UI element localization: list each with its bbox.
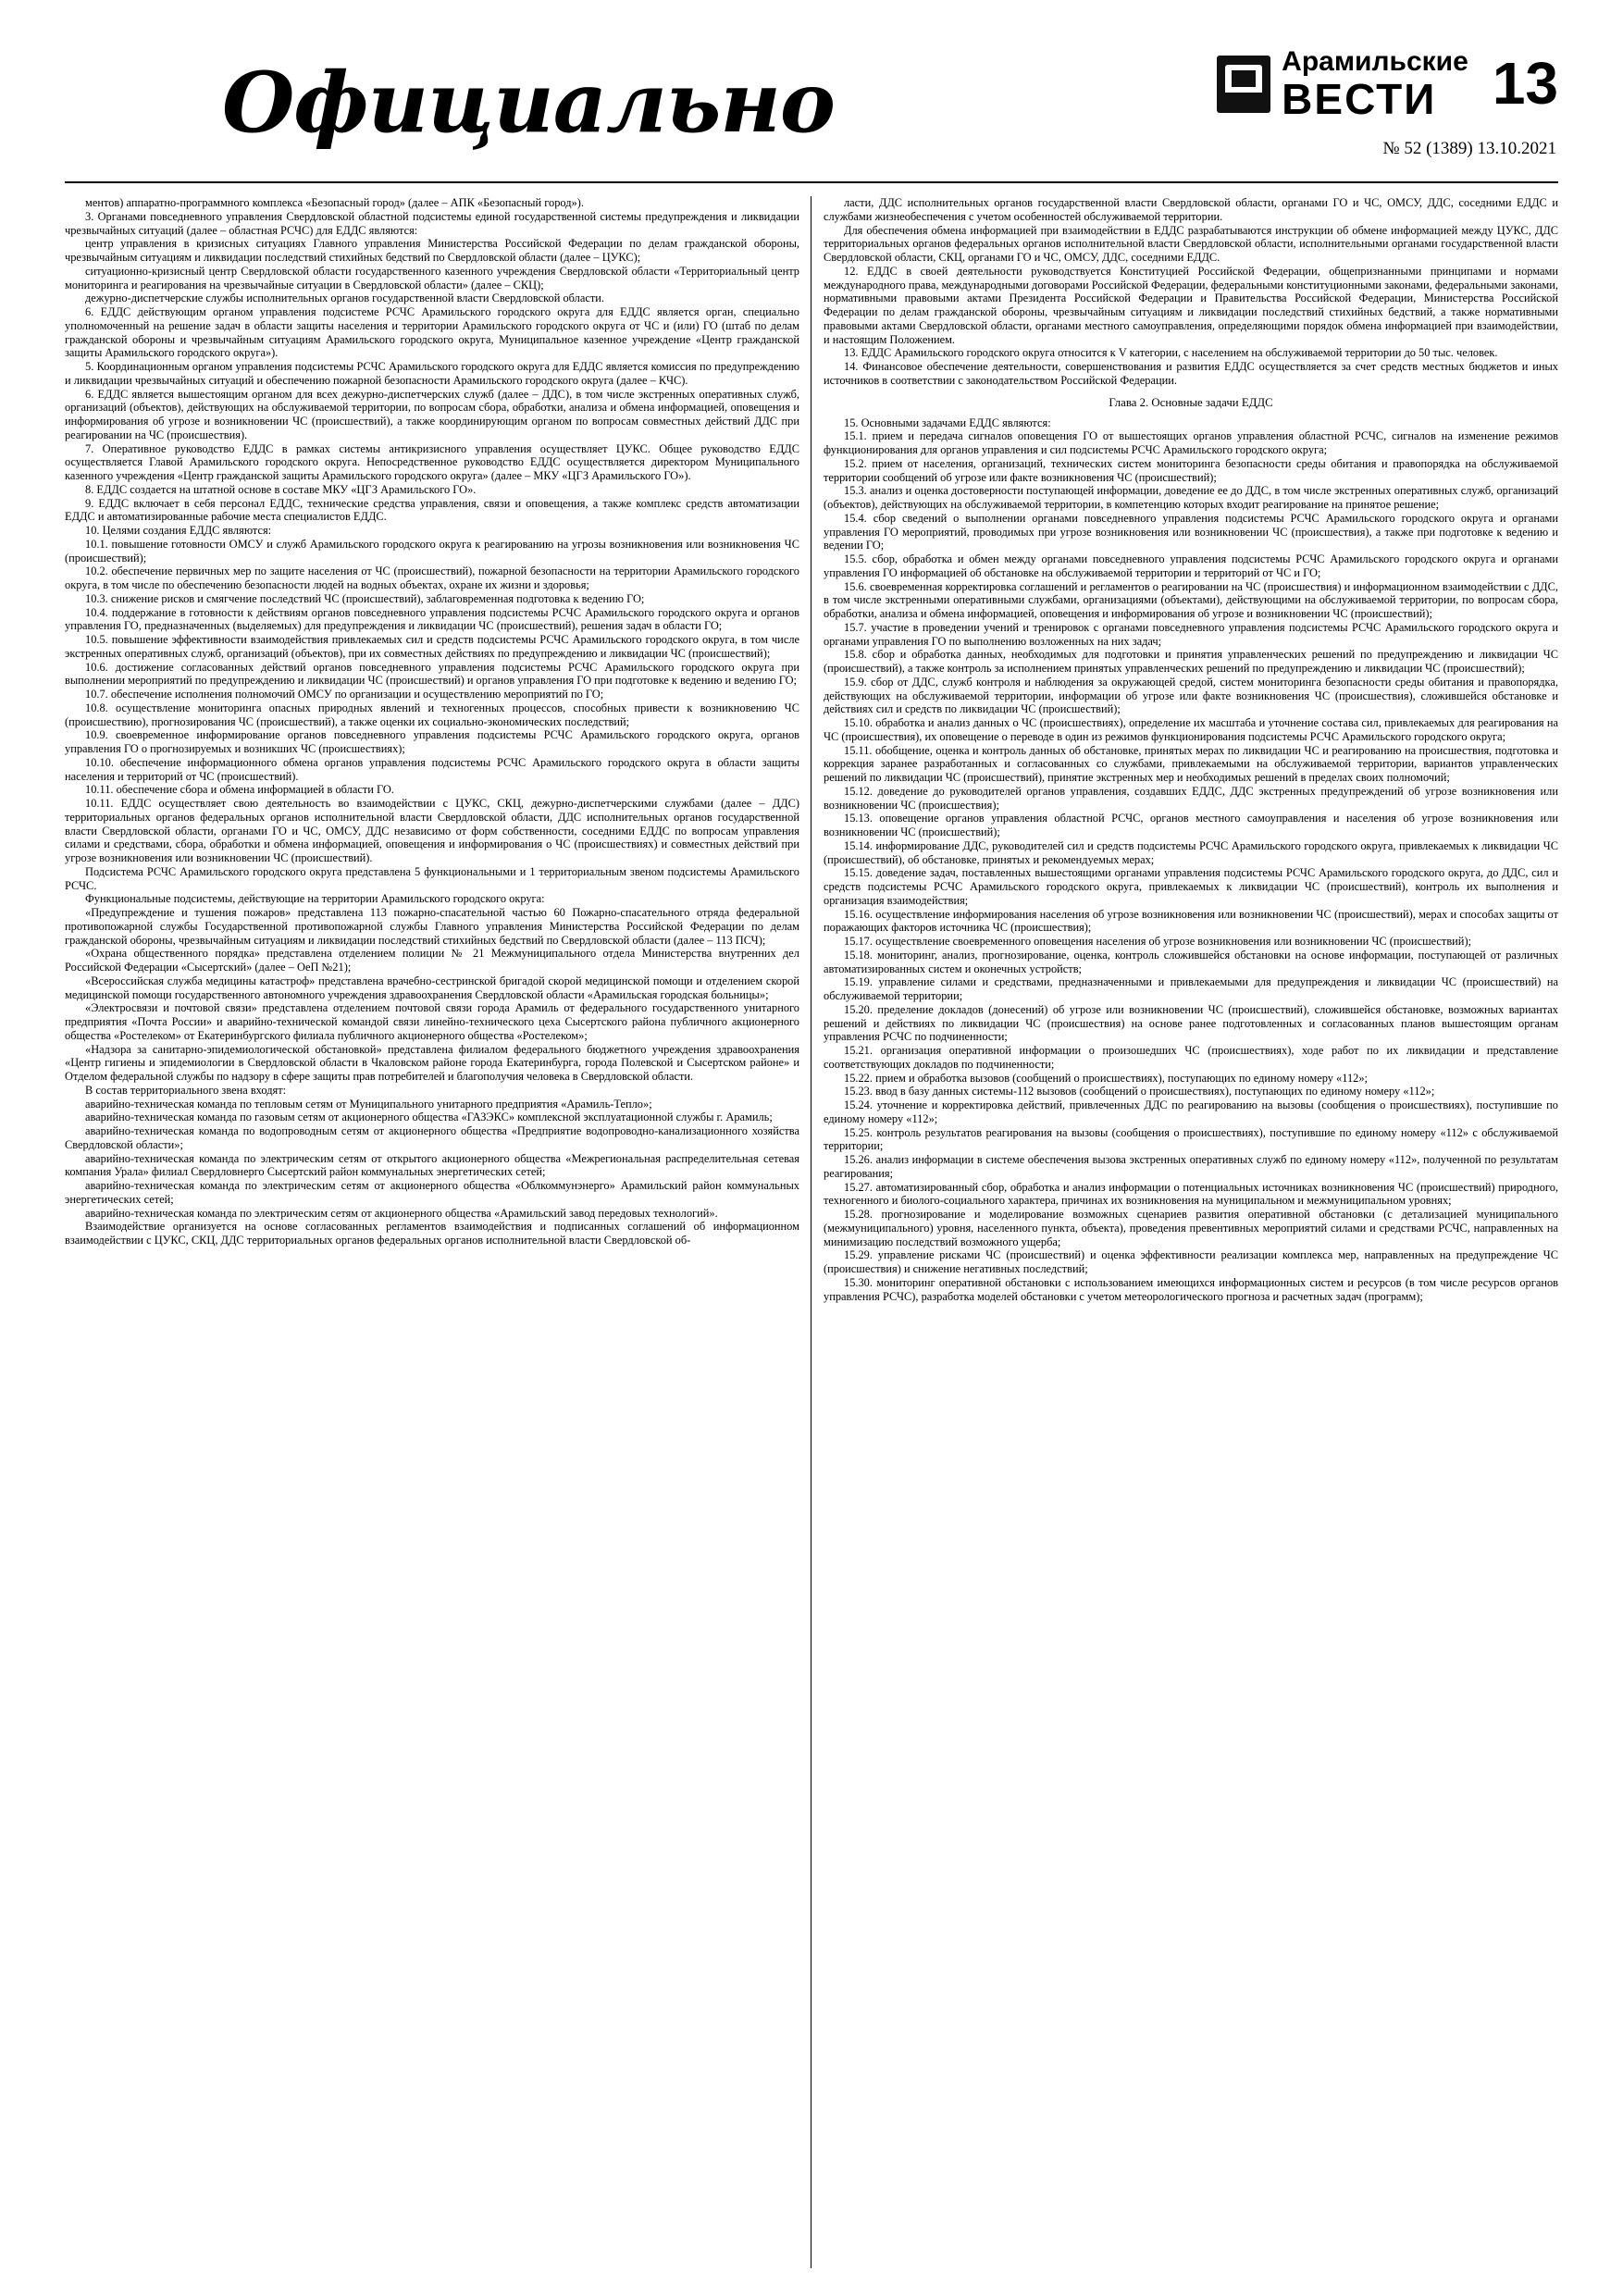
body-paragraph: 8. ЕДДС создается на штатной основе в составе МКУ «ЦГЗ Арамильского ГО». (85, 482, 477, 496)
body-paragraph: Подсистема РСЧС Арамильского городского округа представлена 5 функциональными и 1 территориальным звеном подсистемы Арамильского РСЧС. (65, 864, 799, 892)
body-paragraph: 10. Целями создания ЕДДС являются: (85, 524, 272, 537)
body-paragraph: «Всероссийская служба медицины катастроф» представлена врачебно-сестринской бригадой скорой медицинской помощи и отделением скорой медицинской помощи государственного автономного учреждения здравоохранения Свердловской области «Арамильская городская больницы»; (65, 974, 799, 1001)
body-paragraph: 15.21. организация оперативной информации о произошедших ЧС (происшествиях), ходе работ по их ликвидации и представление соответствующих докладов по подчиненности; (824, 1044, 1558, 1071)
body-paragraph: 15.25. контроль результатов реагирования на вызовы (сообщения о происшествиях), поступившие по единому номеру «112» с обслуживаемой территории; (824, 1125, 1558, 1153)
article-columns (65, 196, 1558, 2268)
body-paragraph: В состав территориального звена входят: (85, 1083, 287, 1097)
body-paragraph: 15.7. участие в проведении учений и тренировок с органами повседневного управления подсистемы РСЧС Арамильского городского округа и органами управления ГО по выполнению возложенных на них задач; (824, 620, 1558, 648)
body-paragraph: Функциональные подсистемы, действующие на территории Арамильского городского округа: (85, 892, 545, 906)
body-paragraph: 15.1. прием и передача сигналов оповещения ГО от вышестоящих органов управления областной РСЧС, сигналов на изменение режимов функционирования для органов управления и сил подсистемы РСЧС Арамильского городского округа; (824, 429, 1558, 457)
body-paragraph: Взаимодействие организуется на основе согласованных регламентов взаимодействия и подписанных соглашений об информационном взаимодействии с ЦУКС, СКЦ, ДДС территориальных органов федеральных органов исполнительной власти Свердловской об- (65, 1220, 799, 1247)
body-paragraph: 15.5. сбор, обработка и обмен между органами повседневного управления подсистемы РСЧС Арамильского городского округа и органами управления ГО информацией об обстановке на обслуживаемой территории и территорий от ЧС и ГО; (824, 552, 1558, 579)
body-paragraph: 15.4. сбор сведений о выполнении органами повседневного управления подсистемы РСЧС Арамильского городского округа и органами управления ГО мероприятий, проводимых при угрозе возникновения или возникновении ЧС (происшествия), а также при подготовке к ведению и ведении ГО; (824, 511, 1558, 552)
brand-line-1: Арамильские (1282, 46, 1468, 77)
body-paragraph: 5. Координационным органом управления подсистемы РСЧС Арамильского городского округа для ЕДДС является комиссия по предупреждению и ликвидации чрезвычайных ситуаций и обеспечению пожарной безопасности Арамильского городского округа (далее – КЧС). (65, 360, 799, 387)
body-paragraph: 15.15. доведение задач, поставленных вышестоящими органами управления подсистемы РСЧС Арамильского городского округа, до ДДС, сил и средств подсистемы РСЧС Арамильского городского округа, привлекаемых к ликвидации ЧС (происшествий), контроль их выполнения и организация взаимодействия; (824, 866, 1558, 907)
body-paragraph: аварийно-техническая команда по электрическим сетям от акционерного общества «Облкоммунэнерго» Арамильский район коммунальных энергетических сетей; (65, 1179, 799, 1206)
body-paragraph: «Надзора за санитарно-эпидемиологической обстановкой» представлена филиалом федерального бюджетного учреждения здравоохранения «Центр гигиены и эпидемиологии в Свердловской области в Чкаловском районе города Екатеринбурга, города Полевской и Сысертском районе» и Отделом федеральной службы по надзору в сфере защиты прав потребителей и благополучия человека в Свердловской области. (65, 1042, 799, 1083)
body-paragraph: центр управления в кризисных ситуациях Главного управления Министерства Российской Федерации по делам гражданской обороны, чрезвычайным ситуациям и ликвидации последствий стихийных бедствий по Свердловской области (далее – ЦУКС); (65, 237, 799, 264)
body-paragraph: 15.24. уточнение и корректировка действий, привлеченных ДДС по реагированию на вызовы (сообщения о происшествиях), поступившие по единому номеру «112»; (824, 1098, 1558, 1125)
body-paragraph: 10.2. обеспечение первичных мер по защите населения от ЧС (происшествий), пожарной безопасности на территории Арамильского городского округа, в том числе по обеспечению безопасности людей на водных объектах, охране их жизни и здоровья; (65, 565, 799, 591)
brand-line-2: ВЕСТИ (1282, 75, 1437, 123)
body-paragraph: 10.3. снижение рисков и смягчение последствий ЧС (происшествий), заблаговременная подготовка к ведению ГО; (85, 591, 645, 605)
body-paragraph: 15.12. доведение до руководителей органов управления, создавших ЕДДС, ДДС экстренных предупреждений об угрозе возникновения или возникновении ЧС (происшествия); (824, 784, 1558, 812)
body-paragraph: 15.29. управление рисками ЧС (происшествий) и оценка эффективности реализации комплекса мер, направленных на предупреждение ЧС (происшествия) и снижение негативных последствий; (824, 1248, 1558, 1276)
body-paragraph: 15.30. мониторинг оперативной обстановки с использованием имеющихся информационных систем и ресурсов (в том числе ресурсов органов управления РСЧС), разработка моделей обстановки с учетом метеорологического прогноза и расчетных задач (программ); (824, 1275, 1558, 1303)
header-divider (65, 181, 1558, 183)
body-paragraph: 15.18. мониторинг, анализ, прогнозирование, оценка, контроль сложившейся обстановки на основе информации, поступающей от различных автоматизированных систем и оконечных устройств; (824, 948, 1558, 975)
body-paragraph: 13. ЕДДС Арамильского городского округа относится к V категории, с населением на обслуживаемой территории до 50 тыс. человек. (844, 346, 1498, 360)
body-paragraph: 15.8. сбор и обработка данных, необходимых для подготовки и принятия управленческих решений по предупреждению и ликвидации ЧС (происшествий), а также контроль за исполнением принятых управленческих решений по предупреждению и ликвидации ЧС (происшествий); (824, 648, 1558, 676)
body-paragraph: 15.28. прогнозирование и моделирование возможных сценариев развития оперативной обстановки (с детализацией муниципального (межмуниципального) уровня, населенного пункта, объекта), проведения превентивных мероприятий силами и средствами РСЧС, направленных на минимизацию последствий возможного ущерба; (824, 1208, 1558, 1248)
body-paragraph: 15.22. прием и обработка вызовов (сообщений о происшествиях), поступающих по единому номеру «112»; (844, 1071, 1368, 1085)
body-paragraph: 15.19. управление силами и средствами, предназначенными и привлекаемыми для предупреждения и ликвидации ЧС (происшествий) на обслуживаемой территории; (824, 975, 1558, 1003)
right-column (824, 196, 1558, 2268)
body-paragraph: 15.27. автоматизированный сбор, обработка и анализ информации о потенциальных источниках возникновения ЧС (происшествий) природного, техногенного и биолого-социального характера, причинах их возникновения на муниципальном и межмуниципальном уровнях; (824, 1180, 1558, 1208)
body-paragraph: 15.2. прием от населения, организаций, технических систем мониторинга безопасности среды обитания и правопорядка на обслуживаемой территории сообщений об угрозе или факте возникновения ЧС (происшествий); (824, 456, 1558, 484)
masthead-right (1217, 46, 1558, 123)
body-paragraph: 15.23. ввод в базу данных системы-112 вызовов (сообщений о происшествиях), поступающих по единому номеру «112»; (844, 1085, 1435, 1098)
body-paragraph: Для обеспечения обмена информацией при взаимодействии в ЕДДС разрабатываются инструкции об обмене информацией между ЦУКС, ДДС территориальных органов федеральных органов исполнительной власти Свердловской области, исполнительными органами государственной власти Свердловской области, СКЦ, органами ГО и ЧС, ОМСУ, ДДС, соседними ЕДДС. (824, 223, 1558, 264)
body-paragraph: 10.7. обеспечение исполнения полномочий ОМСУ по организации и осуществлению мероприятий по ГО; (85, 688, 604, 701)
body-paragraph: аварийно-техническая команда по газовым сетям от акционерного общества «ГАЗЭКС» комплексной эксплуатационной службы г. Арамиль; (85, 1111, 773, 1124)
body-paragraph: «Электросвязи и почтовой связи» представлена отделением почтовой связи города Арамиль от федерального государственного унитарного предприятия «Почта России» и аварийно-технической командой связи линейно-технического цеха Сысертского района публичного акционерного общества «Ростелеком» от Екатеринбургского филиала публичного акционерного общества «Ростелеком»; (65, 1001, 799, 1042)
left-column (65, 196, 799, 2268)
body-paragraph: 10.10. обеспечение информационного обмена органов управления подсистемы РСЧС Арамильского городского округа в области защиты населения и территорий от ЧС (происшествий). (65, 755, 799, 783)
body-paragraph: 14. Финансовое обеспечение деятельности, совершенствования и развития ЕДДС осуществляется за счет средств местных бюджетов и иных источников в соответствии с законодательством Российской Федерации. (824, 360, 1558, 387)
body-paragraph: 15.11. обобщение, оценка и контроль данных об обстановке, принятых мерах по ликвидации ЧС и реагированию на происшествия, подготовка и коррекция заранее разработанных и согласованных со службами, привлекаемыми на обслуживаемой территории, вариантов управленческих решений по ликвидации ЧС (происшествий), принятие экстренных мер и необходимых решений в пределах своих полномочий; (824, 743, 1558, 785)
body-paragraph: 15.14. информирование ДДС, руководителей сил и средств подсистемы РСЧС Арамильского городского округа, привлекаемых к ликвидации ЧС (происшествий), об обстановке, принятых и рекомендуемых мерах; (824, 838, 1558, 866)
body-paragraph: ситуационно-кризисный центр Свердловской области государственного казенного учреждения Свердловской области «Территориальный центр мониторинга и реагирования на чрезвычайные ситуации в Свердловской области» (далее – СКЦ); (65, 264, 799, 292)
body-paragraph: ментов) аппаратно-программного комплекса «Безопасный город» (далее – АПК «Безопасный город»). (85, 196, 584, 209)
body-paragraph: аварийно-техническая команда по электрическим сетям от акционерного общества «Арамильский завод передовых технологий». (85, 1206, 718, 1220)
body-paragraph: «Предупреждение и тушения пожаров» представлена 113 пожарно-спасательной частью 60 Пожарно-спасательного отряда федеральной противопожарной службы Государственной противопожарной службы Главного управления Министерства Российской Федерации по делам гражданской обороны, чрезвычайным ситуациям и ликвидации последствий стихийных бедствий по Свердловской области (далее – 113 ПСЧ); (65, 906, 799, 947)
body-paragraph: 15.20. пределение докладов (донесений) об угрозе или возникновении ЧС (происшествий), сложившейся обстановке, возможных вариантах решений и действиях по ликвидации ЧС (происшествия) на основе ранее подготовленных и согласованных планов вышестоящим органам управления РСЧС по подчиненности; (824, 1002, 1558, 1044)
body-paragraph: 6. ЕДДС действующим органом управления подсистеме РСЧС Арамильского городского округа для ЕДДС является орган, специально уполномоченный на решение задач в области защиты населения и территории Арамильского городского округа от ЧС и (или) ГО (штаб по делам гражданской обороны и чрезвычайным ситуациям Арамильского городского округа, Муниципальное казенное учреждение «Центр гражданской защиты Арамильского городского округа»). (65, 305, 799, 360)
body-paragraph: 10.8. осуществление мониторинга опасных природных явлений и техногенных процессов, способных привести к возникновению ЧС (происшествию), прогнозирования ЧС (происшествий), а также оценки их социально-экономических последствий; (65, 701, 799, 728)
body-paragraph: «Охрана общественного порядка» представлена отделением полиции № 21 Межмуниципального отдела Министерства внутренних дел Российской Федерации «Сысертский» (далее – ОеП №21); (65, 947, 799, 974)
brand-name (1282, 46, 1468, 123)
page-title: Официально (222, 54, 835, 152)
body-paragraph: 10.5. повышение эффективности взаимодействия привлекаемых сил и средств подсистемы РСЧС Арамильского городского округа, в том числе экстренных оперативных служб, организаций (объектов), при их совместных действиях по предупреждению и ликвидации ЧС (происшествий); (65, 633, 799, 660)
body-paragraph: 10.11. ЕДДС осуществляет свою деятельность во взаимодействии с ЦУКС, СКЦ, дежурно-диспетчерскими службами (далее – ДДС) территориальных органов федеральных органов исполнительной власти Свердловской области, ДДС исполнительных органов государственной власти Свердловской области, органами ГО и ЧС, ОМСУ, ДДС независимо от форм собственности, соседними ЕДДС по вопросам управления силами и средствами, сбора, обработки и обмена информацией, оповещения и информирования о ЧС (происшествиях) и совместных действий при угрозе возникновения или возникновении ЧС (происшествий). (65, 797, 799, 864)
body-paragraph: 15.9. сбор от ДДС, служб контроля и наблюдения за окружающей средой, систем мониторинга безопасности среды обитания и правопорядка, действующих на обслуживаемой территории, информации об угрозе или факте возникновения ЧС (происшествия), сложившейся обстановке и действиях сил и средств по ликвидации ЧС (происшествий); (824, 675, 1558, 716)
section-heading: Глава 2. Основные задачи ЕДДС (1109, 395, 1273, 409)
body-paragraph: 9. ЕДДС включает в себя персонал ЕДДС, технические средства управления, связи и оповещения, а также комплекс средств автоматизации ЕДДС и автоматизированные рабочие места специалистов ЕДДС. (65, 496, 799, 524)
body-paragraph: 15.6. своевременная корректировка соглашений и регламентов о реагировании на ЧС (происшествия) и информационном взаимодействии с ДДС, в том числе экстренными оперативными службами, организациями (объектами), действующими на обслуживаемой территории, по вопросам сбора, обработки, анализа и обмена информацией, оповещения и информирования об угрозе и возникновении ЧС (происшествий); (824, 579, 1558, 621)
body-paragraph: ласти, ДДС исполнительных органов государственной власти Свердловской области, органами ГО и ЧС, ОМСУ, ДДС, соседними ЕДДС и службами жизнеобеспечения с учетом особенностей обслуживаемой территории. (824, 196, 1558, 223)
body-paragraph: 7. Оперативное руководство ЕДДС в рамках системы антикризисного управления осуществляет ЦУКС. Общее руководство ЕДДС осуществляется Главой Арамильского городского округа. Непосредственное руководство ЕДДС осуществляется директором Муниципального казенного учреждения «Центр гражданской защиты Арамильского городского округа» (далее – МКУ «ЦГЗ Арамильского ГО»). (65, 441, 799, 482)
body-paragraph: 10.9. своевременное информирование органов повседневного управления подсистемы РСЧС Арамильского городского округа, органов управления ГО о прогнозируемых и возникших ЧС (происшествиях); (65, 728, 799, 755)
body-paragraph: 6. ЕДДС является вышестоящим органом для всех дежурно-диспетчерских служб (далее – ДДС), в том числе экстренных оперативных служб, организаций (объектов), действующих на обслуживаемой территории, по вопросам сбора, обработки, анализа и обмена информацией, оповещения и информирования об угрозе и возникновении ЧС (происшествий), а также координирующим органом по вопросам совместных действий ДДС при реагировании на ЧС (происшествия). (65, 387, 799, 441)
masthead (0, 0, 1623, 185)
body-paragraph: 10.4. поддержание в готовности к действиям органов повседневного управления подсистемы РСЧС Арамильского городского округа и органов управления ГО, предназначенных (выделяемых) для предупреждения и ликвидации ЧС (происшествий), решения задач в области ГО; (65, 605, 799, 633)
body-paragraph: 15. Основными задачами ЕДДС являются: (844, 416, 1051, 429)
body-paragraph: 3. Органами повседневного управления Свердловской областной подсистемы единой государственной системы предупреждения и ликвидации чрезвычайных ситуаций (далее – областная РСЧС) для ЕДДС являются: (65, 209, 799, 237)
body-paragraph: 15.26. анализ информации в системе обеспечения вызова экстренных оперативных служб по единому номеру «112», полученной по результатам реагирования; (824, 1153, 1558, 1180)
coat-of-arms-icon (1217, 56, 1270, 113)
body-paragraph: 15.3. анализ и оценка достоверности поступающей информации, доведение ее до ДДС, в том числе экстренных оперативных служб, организаций (объектов), действующих на обслуживаемой территории, в компетенцию которых входит реагирование на принятое решение; (824, 484, 1558, 512)
body-paragraph: 10.11. обеспечение сбора и обмена информацией в области ГО. (85, 783, 394, 797)
body-paragraph: 10.1. повышение готовности ОМСУ и служб Арамильского городского округа к реагированию на угрозы возникновения или возникновения ЧС (происшествий); (65, 537, 799, 565)
body-paragraph: 15.17. осуществление своевременного оповещения населения об угрозе возникновения или возникновении ЧС (происшествий); (844, 935, 1472, 949)
issue-info: № 52 (1389) 13.10.2021 (1382, 139, 1556, 158)
body-paragraph: 15.16. осуществление информирования населения об угрозе возникновения или возникновении ЧС (происшествий), мерах и способах защиты от поражающих факторов источника ЧС (происшествия); (824, 907, 1558, 935)
newspaper-logo (1217, 46, 1468, 123)
body-paragraph: 15.13. оповещение органов управления областной РСЧС, органов местного самоуправления и населения об угрозе возникновения или возникновении ЧС (происшествий); (824, 812, 1558, 839)
body-paragraph: аварийно-техническая команда по тепловым сетям от Муниципального унитарного предприятия «Арамиль-Тепло»; (85, 1097, 652, 1111)
page-number: 13 (1492, 50, 1558, 117)
body-paragraph: 10.6. достижение согласованных действий органов повседневного управления подсистемы РСЧС Арамильского городского округа при выполнении мероприятий по предупреждению и ликвидации ЧС (происшествий) и органов управления ГО при подготовке к ведению и ведению ГО; (65, 660, 799, 688)
body-paragraph: 12. ЕДДС в своей деятельности руководствуется Конституцией Российской Федерации, общепризнанными принципами и нормами международного права, международными договорами Российской Федерации, федеральными конституционными законами, федеральными законами, нормативными правовыми актами Президента Российской Федерации и Правительства Российской Федерации, Министерства Российской Федерации по делам гражданской обороны, чрезвычайным ситуациям и ликвидации последствий стихийных бедствий, а также нормативными правовыми актами Свердловской области, органами местного самоуправления, определяющими порядок обмена информацией при взаимодействии, и настоящим Положением. (824, 264, 1558, 346)
body-paragraph: дежурно-диспетчерские службы исполнительных органов государственной власти Свердловской области. (85, 292, 604, 305)
body-paragraph: аварийно-техническая команда по водопроводным сетям от акционерного общества «Предприятие водопроводно-канализационного хозяйства Свердловской области»; (65, 1124, 799, 1151)
body-paragraph: аварийно-техническая команда по электрическим сетям от открытого акционерного общества «Межрегиональная распределительная сетевая компания Урала» филиал Свердловнерго Сысертский район коммунальных энергетических сетей; (65, 1151, 799, 1179)
body-paragraph: 15.10. обработка и анализ данных о ЧС (происшествиях), определение их масштаба и уточнение состава сил, привлекаемых для реагирования на ЧС (происшествия), их оповещение о переводе в один из режимов функционирования подсистемы РСЧС Арамильского городского округа; (824, 716, 1558, 743)
